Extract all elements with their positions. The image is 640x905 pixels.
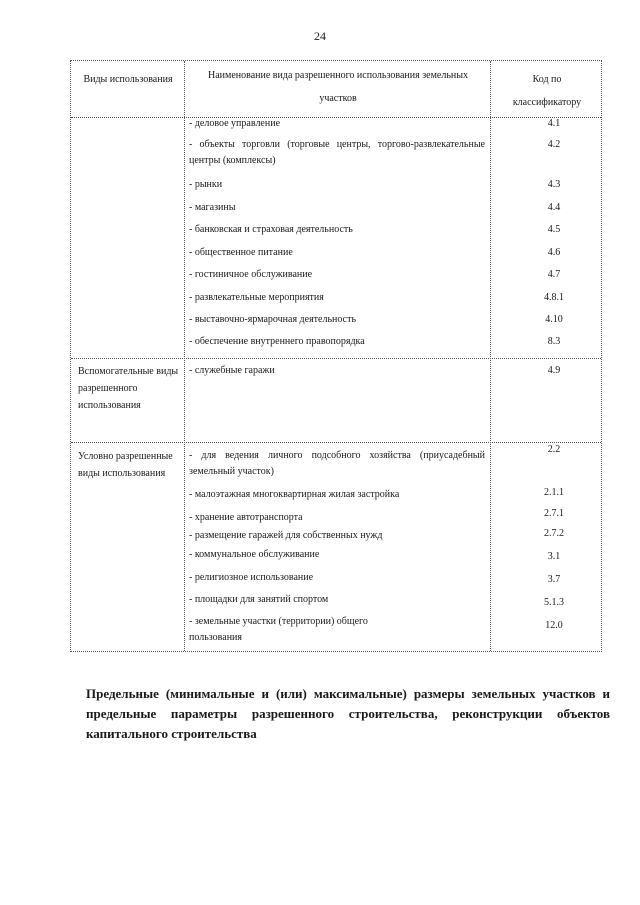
list-item-code: 4.5 bbox=[547, 224, 561, 235]
list-item-code: 4.3 bbox=[547, 179, 561, 190]
header-use-type: Виды использования bbox=[83, 74, 173, 85]
list-item-code: 2.7.1 bbox=[544, 508, 564, 519]
list-item-code: 2.7.2 bbox=[544, 528, 564, 539]
section-heading: Предельные (минимальные и (или) максимальные) размеры земельных участков и предельные параметры разрешенного строительства, реконструкции объектов капитального строительства bbox=[86, 686, 610, 741]
list-item-code: 4.2 bbox=[547, 139, 561, 150]
list-item-code: 4.9 bbox=[547, 365, 561, 376]
row-divider bbox=[71, 358, 601, 359]
list-item-code: 4.6 bbox=[547, 247, 561, 258]
list-item: - объекты торговли (торговые центры, торгово-развлекательные центры (комплексы) bbox=[189, 139, 485, 166]
list-item: - гостиничное обслуживание bbox=[189, 269, 313, 280]
list-item-code: 2.2 bbox=[547, 444, 561, 455]
list-item-code: 5.1.3 bbox=[544, 597, 564, 608]
group-label-auxiliary: Вспомогательные виды разрешенного использования bbox=[78, 366, 179, 411]
list-item: - развлекательные мероприятия bbox=[189, 292, 324, 303]
list-item-code: 2.1.1 bbox=[544, 487, 564, 498]
list-item: - обеспечение внутреннего правопорядка bbox=[189, 336, 365, 347]
list-item: - магазины bbox=[189, 202, 236, 213]
list-item-code: 4.1 bbox=[547, 118, 561, 129]
list-item: - религиозное использование bbox=[189, 572, 314, 583]
list-item: - банковская и страховая деятельность bbox=[189, 224, 353, 235]
list-item-code: 3.7 bbox=[547, 574, 561, 585]
list-item-code: 4.4 bbox=[547, 202, 561, 213]
list-item: - рынки bbox=[189, 179, 223, 190]
group-label-conditional: Условно разрешенные виды использования bbox=[78, 451, 173, 479]
list-item: - служебные гаражи bbox=[189, 365, 275, 376]
list-item-code: 4.8.1 bbox=[544, 292, 564, 303]
land-use-table bbox=[70, 60, 602, 652]
list-item-code: 4.10 bbox=[545, 314, 563, 325]
list-item: - для ведения личного подсобного хозяйства (приусадебный земельный участок) bbox=[189, 450, 485, 477]
list-item: - хранение автотранспорта bbox=[189, 512, 303, 523]
page-number: 24 bbox=[314, 29, 326, 43]
list-item: - коммунальное обслуживание bbox=[189, 549, 320, 560]
list-item: - размещение гаражей для собственных нужд bbox=[189, 530, 383, 541]
list-item-code: 8.3 bbox=[547, 336, 561, 347]
column-divider bbox=[184, 61, 185, 651]
list-item-code: 4.7 bbox=[547, 269, 561, 280]
column-divider bbox=[490, 61, 491, 651]
list-item-code: 12.0 bbox=[545, 620, 563, 631]
list-item: - выставочно-ярмарочная деятельность bbox=[189, 314, 357, 325]
list-item: - малоэтажная многоквартирная жилая застройка bbox=[189, 489, 400, 500]
list-item: - земельные участки (территории) общего пользования bbox=[189, 616, 368, 643]
list-item: - общественное питание bbox=[189, 247, 293, 258]
header-code: Код по классификатору bbox=[512, 74, 582, 108]
header-name: Наименование вида разрешенного использования земельных участков bbox=[208, 70, 468, 104]
list-item: - площадки для занятий спортом bbox=[189, 594, 329, 605]
list-item-code: 3.1 bbox=[547, 551, 561, 562]
list-item: - деловое управление bbox=[189, 118, 281, 129]
